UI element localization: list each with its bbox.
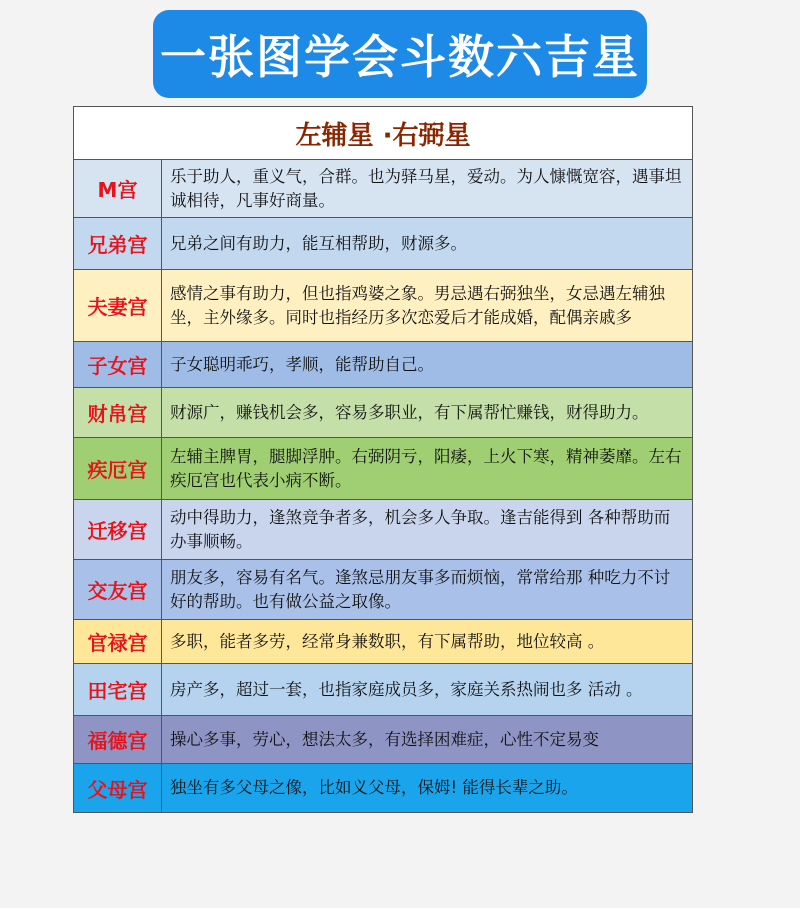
palace-name: M宫	[74, 160, 162, 217]
table-row	[74, 388, 692, 438]
table-title: 左辅星 ·右弼星	[74, 107, 692, 160]
table-row	[74, 500, 692, 560]
palace-description-text: 感情之事有助力，但也指鸡婆之象。男忌遇右弼独坐，女忌遇左辅独坐，主外缘多。同时也指经历多次恋爱后才能成婚，配偶亲戚多	[170, 283, 665, 327]
palace-description-text: 多职，能者多劳，经常身兼数职，有下属帮助，地位较高 。	[170, 631, 605, 651]
palace-description	[162, 342, 692, 387]
palace-name: 交友宫	[74, 560, 162, 619]
palace-description	[162, 764, 692, 812]
palace-description-text: 兄弟之间有助力，能互相帮助，财源多。	[170, 233, 467, 253]
table-row	[74, 438, 692, 500]
table-row	[74, 620, 692, 664]
table-body	[74, 160, 692, 812]
palace-description	[162, 218, 692, 269]
palace-description-text: 朋友多，容易有名气。逢煞忌朋友事多而烦恼，常常给那 种吃力不讨好的帮助。也有做公益之取像。	[170, 567, 671, 611]
table-row	[74, 160, 692, 218]
palace-description	[162, 716, 692, 763]
palace-description	[162, 620, 692, 663]
palace-name: 疾厄宫	[74, 438, 162, 499]
palace-description-text: 乐于助人，重义气，合群。也为驿马星，爱动。为人慷慨宽容，遇事坦诚相待，凡事好商量。	[170, 166, 682, 210]
star-table	[73, 106, 693, 813]
table-row	[74, 560, 692, 620]
palace-description	[162, 438, 692, 499]
palace-name: 父母宫	[74, 764, 162, 812]
table-row	[74, 716, 692, 764]
palace-name: 田宅宫	[74, 664, 162, 715]
table-row	[74, 764, 692, 812]
banner-title: 一张图学会斗数六吉星	[160, 30, 640, 84]
table-row	[74, 664, 692, 716]
palace-description-text: 财源广，赚钱机会多，容易多职业，有下属帮忙赚钱，财得助力。	[170, 402, 649, 422]
palace-name: 兄弟宫	[74, 218, 162, 269]
palace-description	[162, 664, 692, 715]
palace-description-text: 操心多事，劳心，想法太多，有选择困难症，心性不定易变	[170, 729, 599, 749]
palace-description-text: 动中得助力，逢煞竞争者多，机会多人争取。逢吉能得到 各种帮助而办事顺畅。	[170, 507, 671, 551]
palace-name: 迁移宫	[74, 500, 162, 559]
palace-name: 财帛宫	[74, 388, 162, 437]
title-banner	[153, 10, 647, 98]
palace-description-text: 房产多，超过一套，也指家庭成员多，家庭关系热闹也多 活动 。	[170, 679, 643, 699]
palace-description	[162, 560, 692, 619]
palace-description-text: 子女聪明乖巧，孝顺，能帮助自己。	[170, 354, 434, 374]
palace-name: 夫妻宫	[74, 270, 162, 341]
palace-name: 福德宫	[74, 716, 162, 763]
palace-name: 子女宫	[74, 342, 162, 387]
palace-description	[162, 500, 692, 559]
palace-description	[162, 388, 692, 437]
palace-name: 官禄宫	[74, 620, 162, 663]
palace-description	[162, 160, 692, 217]
palace-description-text: 独坐有多父母之像，比如义父母，保姆! 能得长辈之助。	[170, 778, 578, 797]
palace-description-text: 左辅主脾胃，腿脚浮肿。右弼阴亏，阳痿，上火下寒，精神萎靡。左右疾厄宫也代表小病不断。	[170, 446, 682, 490]
table-row	[74, 218, 692, 270]
table-row	[74, 270, 692, 342]
palace-description	[162, 270, 692, 341]
table-row	[74, 342, 692, 388]
